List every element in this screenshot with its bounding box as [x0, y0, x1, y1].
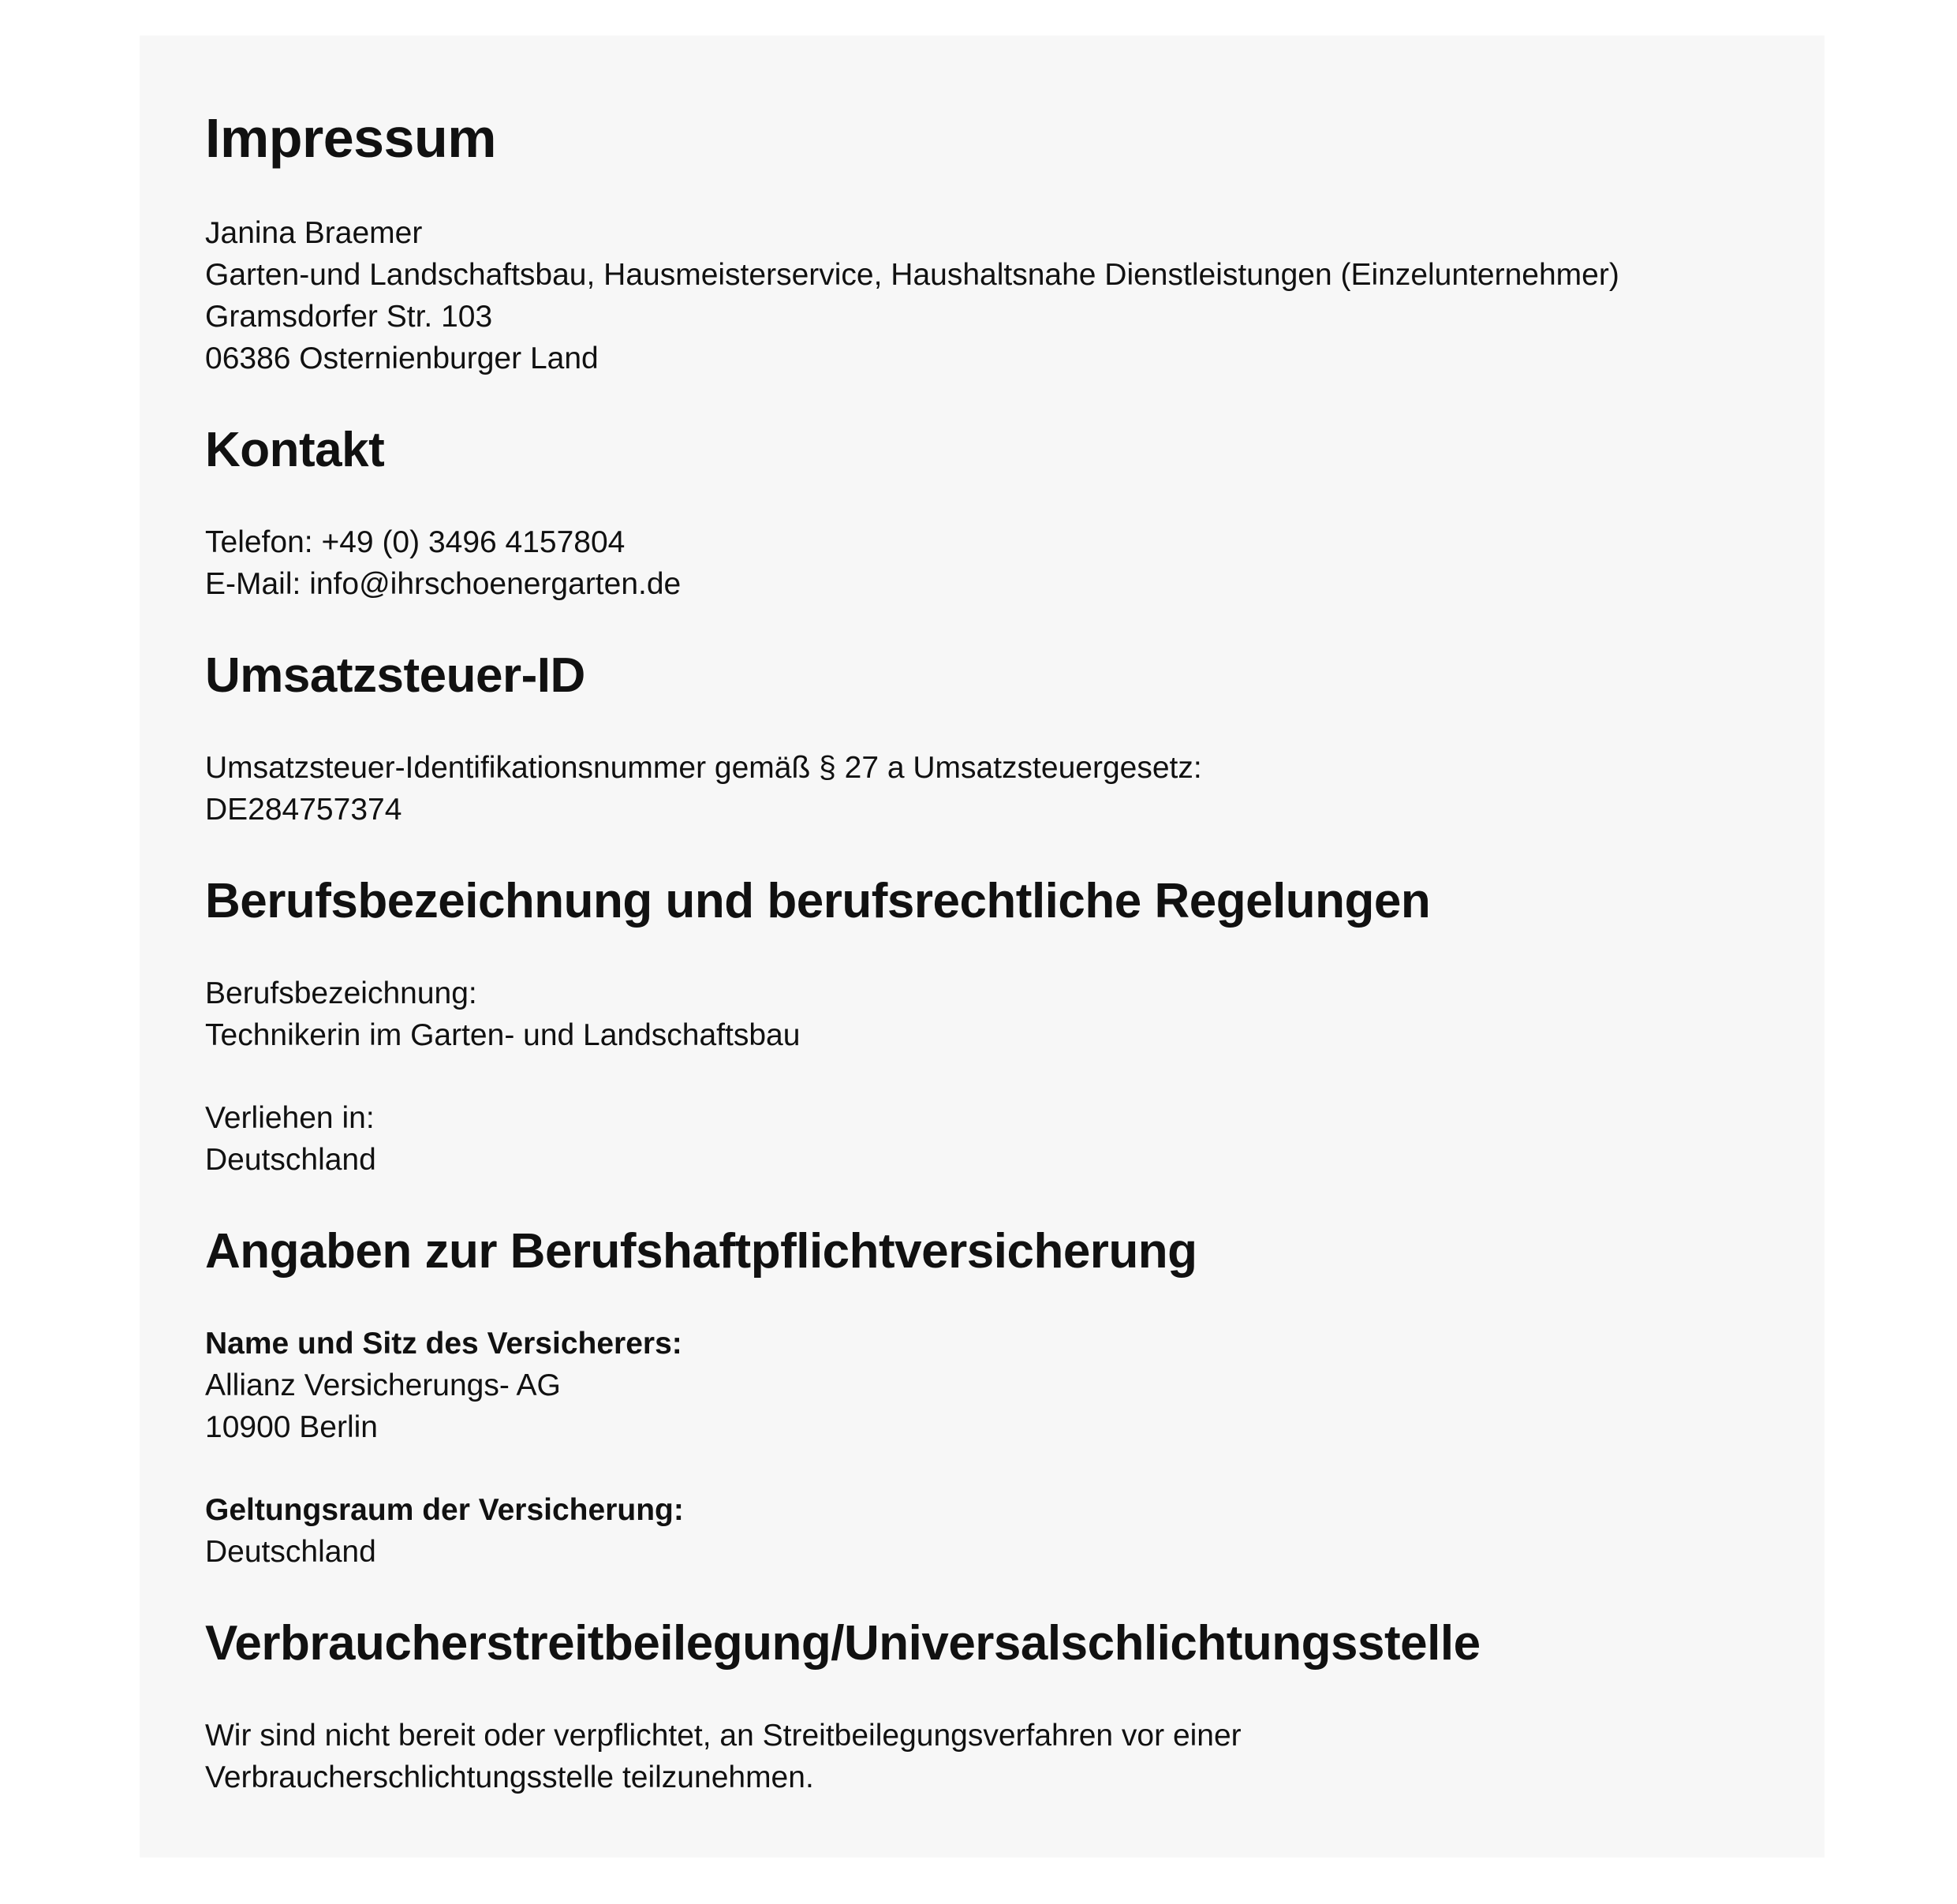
scope-value: Deutschland: [205, 1535, 376, 1569]
postal-city: 06386 Osternienburger Land: [205, 342, 599, 375]
insurer-city: 10900 Berlin: [205, 1410, 378, 1444]
beruf-label: Berufsbezeichnung:: [205, 976, 477, 1010]
insurer-name: Allianz Versicherungs- AG: [205, 1368, 561, 1402]
section-heading-streit: Verbraucherstreitbeilegung/Universalschlichtungsstelle: [205, 1616, 1481, 1671]
address-block: [205, 212, 1759, 379]
streit-line-2: Verbraucherschlichtungsstelle teilzunehmen.: [205, 1760, 814, 1794]
beruf-block: [205, 973, 1759, 1056]
owner-name: Janina Braemer: [205, 216, 423, 250]
ust-text: Umsatzsteuer-Identifikationsnummer gemäß § 27 a Umsatzsteuergesetz:: [205, 751, 1202, 785]
scope-block: [205, 1489, 1759, 1573]
verliehen-label: Verliehen in:: [205, 1101, 375, 1135]
email-label: E-Mail:: [205, 567, 301, 601]
phone-line: [205, 521, 1759, 563]
business-description: Garten-und Landschaftsbau, Hausmeisterservice, Haushaltsnahe Dienstleistungen (Einzelunternehmer): [205, 258, 1619, 292]
insurer-block: [205, 1323, 1759, 1448]
ust-block: [205, 747, 1759, 831]
verliehen-block: [205, 1097, 1759, 1181]
streit-block: [205, 1715, 1759, 1798]
insurer-label: Name und Sitz des Versicherers:: [205, 1327, 682, 1361]
verliehen-value: Deutschland: [205, 1143, 376, 1177]
section-heading-kontakt: Kontakt: [205, 423, 385, 477]
section-heading-beruf: Berufsbezeichnung und berufsrechtliche Regelungen: [205, 874, 1431, 928]
ust-id: DE284757374: [205, 793, 402, 827]
section-heading-versicherung: Angaben zur Berufshaftpflichtversicherung: [205, 1224, 1197, 1279]
phone-number[interactable]: +49 (0) 3496 4157804: [321, 525, 626, 559]
email-line: [205, 563, 1759, 605]
section-heading-ust: Umsatzsteuer-ID: [205, 648, 585, 703]
contact-block: [205, 521, 1759, 605]
impressum-panel: [140, 35, 1824, 1857]
email-link[interactable]: info@ihrschoenergarten.de: [309, 567, 682, 601]
phone-label: Telefon:: [205, 525, 313, 559]
scope-label: Geltungsraum der Versicherung:: [205, 1493, 684, 1527]
beruf-value: Technikerin im Garten- und Landschaftsbau: [205, 1018, 801, 1052]
street-address: Gramsdorfer Str. 103: [205, 300, 493, 334]
streit-line-1: Wir sind nicht bereit oder verpflichtet, an Streitbeilegungsverfahren vor einer: [205, 1719, 1242, 1753]
page-title: Impressum: [205, 107, 496, 169]
